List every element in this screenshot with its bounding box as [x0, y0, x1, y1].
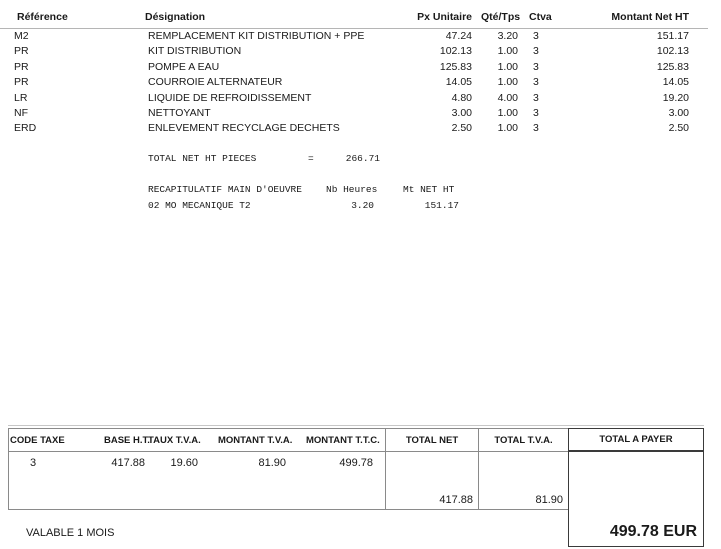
line-reference: PR [14, 76, 29, 89]
footer-taux-tva-label: TAUX T.V.A. [148, 435, 201, 446]
recap-label: RECAPITULATIF MAIN D'OEUVRE [148, 184, 302, 195]
recap-row-mt: 151.17 [424, 200, 459, 211]
line-quantity: 1.00 [497, 76, 518, 89]
line-ctva: 3 [533, 107, 539, 119]
footer-total-tva-label: TOTAL T.V.A. [494, 435, 553, 446]
header-qte-tps: Qté/Tps [481, 11, 521, 23]
footer-left-border [8, 428, 9, 510]
line-designation: LIQUIDE DE REFROIDISSEMENT [148, 91, 312, 104]
line-ctva: 3 [533, 30, 539, 42]
line-quantity: 1.00 [497, 107, 518, 119]
footer-montant-tva: 81.90 [258, 457, 286, 469]
line-unit-price: 3.00 [451, 107, 472, 119]
line-amount: 2.50 [668, 122, 689, 135]
footer-code-taxe: 3 [30, 457, 37, 469]
line-quantity: 3.20 [497, 30, 518, 42]
line-reference: PR [14, 45, 29, 58]
line-quantity: 4.00 [497, 91, 518, 104]
footer-montant-tva-label: MONTANT T.V.A. [218, 435, 293, 446]
header-divider [0, 28, 708, 29]
recap-nb-heures-label: Nb Heures [326, 184, 378, 195]
line-amount: 14.05 [662, 76, 689, 89]
recap-row-label: 02 MO MECANIQUE T2 [148, 200, 251, 211]
line-amount: 125.83 [656, 60, 689, 73]
line-amount: 151.17 [656, 30, 689, 42]
line-ctva: 3 [533, 76, 539, 89]
total-pieces-value: 266.71 [345, 153, 380, 164]
footer-bottom-border [8, 509, 568, 510]
line-quantity: 1.00 [497, 122, 518, 135]
line-unit-price: 14.05 [445, 76, 472, 89]
line-reference: ERD [14, 122, 37, 135]
footer-montant-ttc: 499.78 [339, 457, 373, 469]
line-unit-price: 4.80 [451, 91, 472, 104]
line-amount: 102.13 [656, 45, 689, 58]
footer-montant-ttc-label: MONTANT T.T.C. [306, 435, 380, 446]
line-designation: KIT DISTRIBUTION [148, 45, 242, 58]
line-ctva: 3 [533, 91, 539, 104]
header-montant-net-ht: Montant Net HT [611, 11, 689, 23]
line-unit-price: 47.24 [445, 30, 472, 42]
line-unit-price: 2.50 [451, 122, 472, 135]
total-payer-label: TOTAL A PAYER [599, 434, 673, 445]
recap-mt-label: Mt NET HT [403, 184, 455, 195]
footer-total-tva: 81.90 [535, 494, 563, 506]
footer-total-net-label: TOTAL NET [405, 435, 459, 446]
line-designation: REMPLACEMENT KIT DISTRIBUTION + PPE [148, 30, 365, 42]
footer-top-rule [8, 425, 704, 426]
validity-note: VALABLE 1 MOIS [26, 527, 115, 539]
total-payer-header-box [568, 428, 704, 452]
footer-code-taxe-label: CODE TAXE [10, 435, 65, 446]
header-px-unitaire: Px Unitaire [417, 11, 472, 23]
footer-header-top-border [8, 428, 568, 429]
footer-base-ht-label: BASE H.T. [104, 435, 150, 446]
line-amount: 3.00 [668, 107, 689, 119]
total-pieces-equals: = [308, 153, 314, 164]
line-ctva: 3 [533, 122, 539, 135]
total-payer-value: 499.78 EUR [609, 523, 697, 540]
line-designation: NETTOYANT [148, 107, 211, 119]
total-payer-value-box [568, 450, 704, 547]
line-quantity: 1.00 [497, 60, 518, 73]
line-designation: ENLEVEMENT RECYCLAGE DECHETS [148, 122, 340, 135]
footer-header-bottom-border [8, 451, 568, 452]
header-designation: Désignation [145, 11, 206, 23]
total-pieces-label: TOTAL NET HT PIECES [148, 153, 257, 164]
footer-total-net: 417.88 [439, 494, 473, 506]
line-quantity: 1.00 [497, 45, 518, 58]
line-reference: LR [14, 91, 28, 104]
line-unit-price: 102.13 [439, 45, 472, 58]
header-ctva: Ctva [529, 11, 552, 23]
line-ctva: 3 [533, 60, 539, 73]
recap-row-heures: 3.20 [351, 200, 374, 211]
footer-taux-tva: 19.60 [170, 457, 198, 469]
line-reference: M2 [14, 30, 29, 42]
header-reference: Référence [17, 11, 68, 23]
line-amount: 19.20 [662, 91, 689, 104]
line-designation: POMPE A EAU [148, 60, 220, 73]
line-reference: PR [14, 60, 29, 73]
line-unit-price: 125.83 [439, 60, 472, 73]
footer-base-ht: 417.88 [111, 457, 145, 469]
line-designation: COURROIE ALTERNATEUR [148, 76, 283, 89]
line-reference: NF [14, 107, 28, 119]
line-ctva: 3 [533, 45, 539, 58]
